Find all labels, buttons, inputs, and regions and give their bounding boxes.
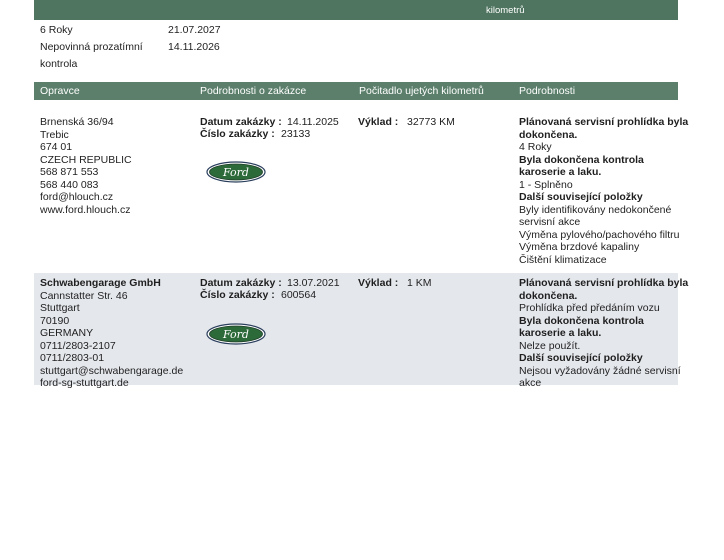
garage-line: 0711/2803-01 (40, 352, 105, 364)
logo-text: Ford (223, 166, 249, 179)
record-1-order-label: Číslo zakázky : (200, 128, 275, 140)
garage-line: 0711/2803-2107 (40, 339, 116, 352)
record-1-order: 23133 (281, 128, 311, 140)
garage-line: CZECH REPUBLIC (40, 153, 132, 166)
detail-line: Nejsou vyžadovány žádné servisní (519, 364, 681, 377)
detail-line: Výměna pylového/pachového filtru (519, 228, 680, 241)
detail-line: 4 Roky (519, 141, 552, 153)
detail-line: dokončena. (519, 289, 578, 302)
summary-value-1: 21.07.2027 (168, 24, 221, 36)
ford-logo-icon (206, 323, 266, 345)
garage-line: www.ford.hlouch.cz (40, 203, 131, 216)
detail-line: karoserie a laku. (519, 166, 602, 178)
garage-line: GERMANY (40, 327, 94, 339)
record-2-odo-label: Výklad : (358, 277, 399, 289)
top-header-fragment: kilometrů (486, 5, 525, 16)
record-1-date: 14.11.2025 (287, 116, 339, 128)
table-header (34, 82, 678, 100)
garage-line: stuttgart@schwabengarage.de (40, 364, 184, 377)
garage-line: Stuttgart (40, 302, 80, 314)
summary-label-2a: Nepovinná prozatímní (40, 41, 143, 53)
col-odometer: Počitadlo ujetých kilometrů (359, 85, 484, 97)
record-2-date: 13.07.2021 (287, 277, 340, 289)
garage-line: Cannstatter Str. 46 (40, 289, 128, 302)
col-garage: Opravce (40, 85, 80, 97)
detail-line: Nelze použít. (519, 339, 581, 352)
record-1-odo-label: Výklad : (358, 116, 399, 128)
record-1-date-label: Datum zakázky : (200, 116, 282, 128)
detail-line: Byla dokončena kontrola (519, 153, 644, 166)
record-1-odo: 32773 KM (407, 116, 455, 128)
record-2-details (519, 277, 688, 390)
detail-line: Prohlídka před předáním vozu (519, 302, 660, 314)
detail-line: Plánovaná servisní prohlídka byla (519, 116, 689, 128)
garage-line: 568 871 553 (40, 166, 99, 178)
garage-line: 70190 (40, 314, 70, 327)
garage-line: Brnenská 36/94 (40, 116, 114, 128)
garage-line: ford@hlouch.cz (40, 191, 114, 203)
garage-line: ford-sg-stuttgart.de (40, 377, 129, 389)
detail-line: dokončena. (519, 128, 578, 141)
summary-label-1: 6 Roky (40, 24, 73, 36)
detail-line: karoserie a laku. (519, 327, 602, 339)
record-2-odo: 1 KM (407, 277, 432, 289)
detail-line: Další související položky (519, 191, 643, 203)
detail-line: Byla dokončena kontrola (519, 314, 644, 327)
detail-line: Byly identifikovány nedokončené (519, 203, 672, 216)
record-2-order-label: Číslo zakázky : (200, 289, 275, 301)
detail-line: 1 - Splněno (519, 178, 573, 191)
ford-logo-icon (206, 161, 266, 183)
record-2-order: 600564 (281, 289, 317, 301)
col-details: Podrobnosti (519, 85, 576, 97)
summary-label-2b: kontrola (40, 58, 78, 70)
detail-line: servisní akce (519, 216, 581, 228)
garage-line: 568 440 083 (40, 178, 99, 191)
summary-value-2: 14.11.2026 (168, 41, 220, 53)
record-2-garage (40, 277, 183, 390)
detail-line: Čištění klimatizace (519, 253, 607, 266)
record-1-garage (40, 116, 132, 216)
record-2-date-label: Datum zakázky : (200, 277, 282, 289)
top-header-bar (34, 0, 678, 20)
detail-line: Plánovaná servisní prohlídka byla (519, 277, 689, 289)
garage-name: Schwabengarage GmbH (40, 277, 161, 289)
detail-line: Výměna brzdové kapaliny (519, 241, 640, 253)
detail-line: akce (519, 377, 542, 389)
detail-line: Další související položky (519, 352, 643, 364)
garage-line: 674 01 (40, 141, 73, 153)
logo-text: Ford (223, 328, 249, 341)
record-1-details (519, 116, 688, 266)
col-order-details: Podrobnosti o zakázce (200, 85, 307, 97)
garage-line: Trebic (40, 128, 69, 141)
